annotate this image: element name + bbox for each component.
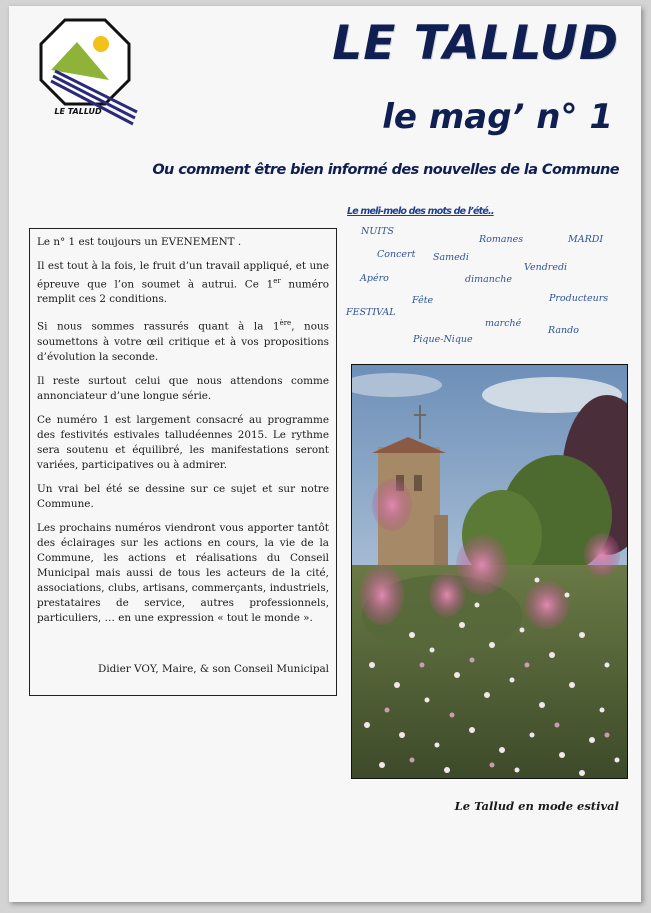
word-cloud-item: Concert <box>377 249 416 260</box>
word-cloud-item: Pique-Nique <box>413 334 473 345</box>
word-cloud-item: Vendredi <box>524 262 568 273</box>
word-cloud-item: Samedi <box>433 252 469 263</box>
editorial-paragraph: Le n° 1 est toujours un EVENEMENT . <box>37 236 242 248</box>
word-cloud-item: NUITS <box>361 226 394 237</box>
word-cloud-item: Romanes <box>479 234 524 245</box>
editorial-paragraph: Il reste surtout celui que nous attendons comme annonciateur d’une longue série. <box>37 374 329 402</box>
word-cloud-item: MARDI <box>568 234 604 245</box>
village-church-photo <box>351 364 628 779</box>
editorial-paragraph: Il est tout à la fois, le fruit d’un travail appliqué, et une épreuve que l’on soumet à autrui. Ce 1er numéro remplit ces 2 conditions. <box>37 260 329 306</box>
word-cloud-title: Le meli-melo des mots de l’été.. <box>347 206 494 217</box>
word-cloud-item: Apéro <box>360 273 389 284</box>
editorial-box <box>29 228 337 696</box>
word-cloud-item: FESTIVAL <box>346 307 396 318</box>
word-cloud-item: Rando <box>548 325 579 336</box>
word-cloud-item: Fête <box>412 295 434 306</box>
word-cloud-item: dimanche <box>465 274 512 285</box>
logo-text: LE TALLUD <box>54 107 102 116</box>
newsletter-page <box>9 6 641 902</box>
signature: Didier VOY, Maire, & son Conseil Municipal <box>97 663 329 675</box>
word-cloud-item: marché <box>485 318 522 329</box>
editorial-paragraph: Les prochains numéros viendront vous apporter tantôt des éclairages sur les actions en cours, la vie de la Commune, les actions et réalisations du Conseil Municipal mais aussi de tous les acteurs de la cité, associations, clubs, artisans, commerçants, industriels, prestataires de service, autres professionnels, particuliers, … en une expression « tout le monde ». <box>37 521 329 624</box>
photo-caption: Le Tallud en mode estival <box>454 799 619 813</box>
issue-number: le mag’ n° 1 <box>382 97 613 137</box>
editorial-paragraph: Un vrai bel été se dessine sur ce sujet et sur notre Commune. <box>37 482 329 510</box>
editorial-paragraph: Si nous sommes rassurés quant à la 1ère, nous soumettons à votre œil critique et à vos propositions d’évolution la seconde. <box>37 319 330 363</box>
newsletter-title: LE TALLUD <box>332 16 619 71</box>
editorial-paragraph: Ce numéro 1 est largement consacré au programme des festivités estivales talludéennes 2015. Le rythme sera soutenu et équilibré, les manifestations seront variées, participatives ou à admirer. <box>37 413 329 471</box>
tagline: Ou comment être bien informé des nouvelles de la Commune <box>152 162 619 178</box>
word-cloud-item: Producteurs <box>549 293 609 304</box>
